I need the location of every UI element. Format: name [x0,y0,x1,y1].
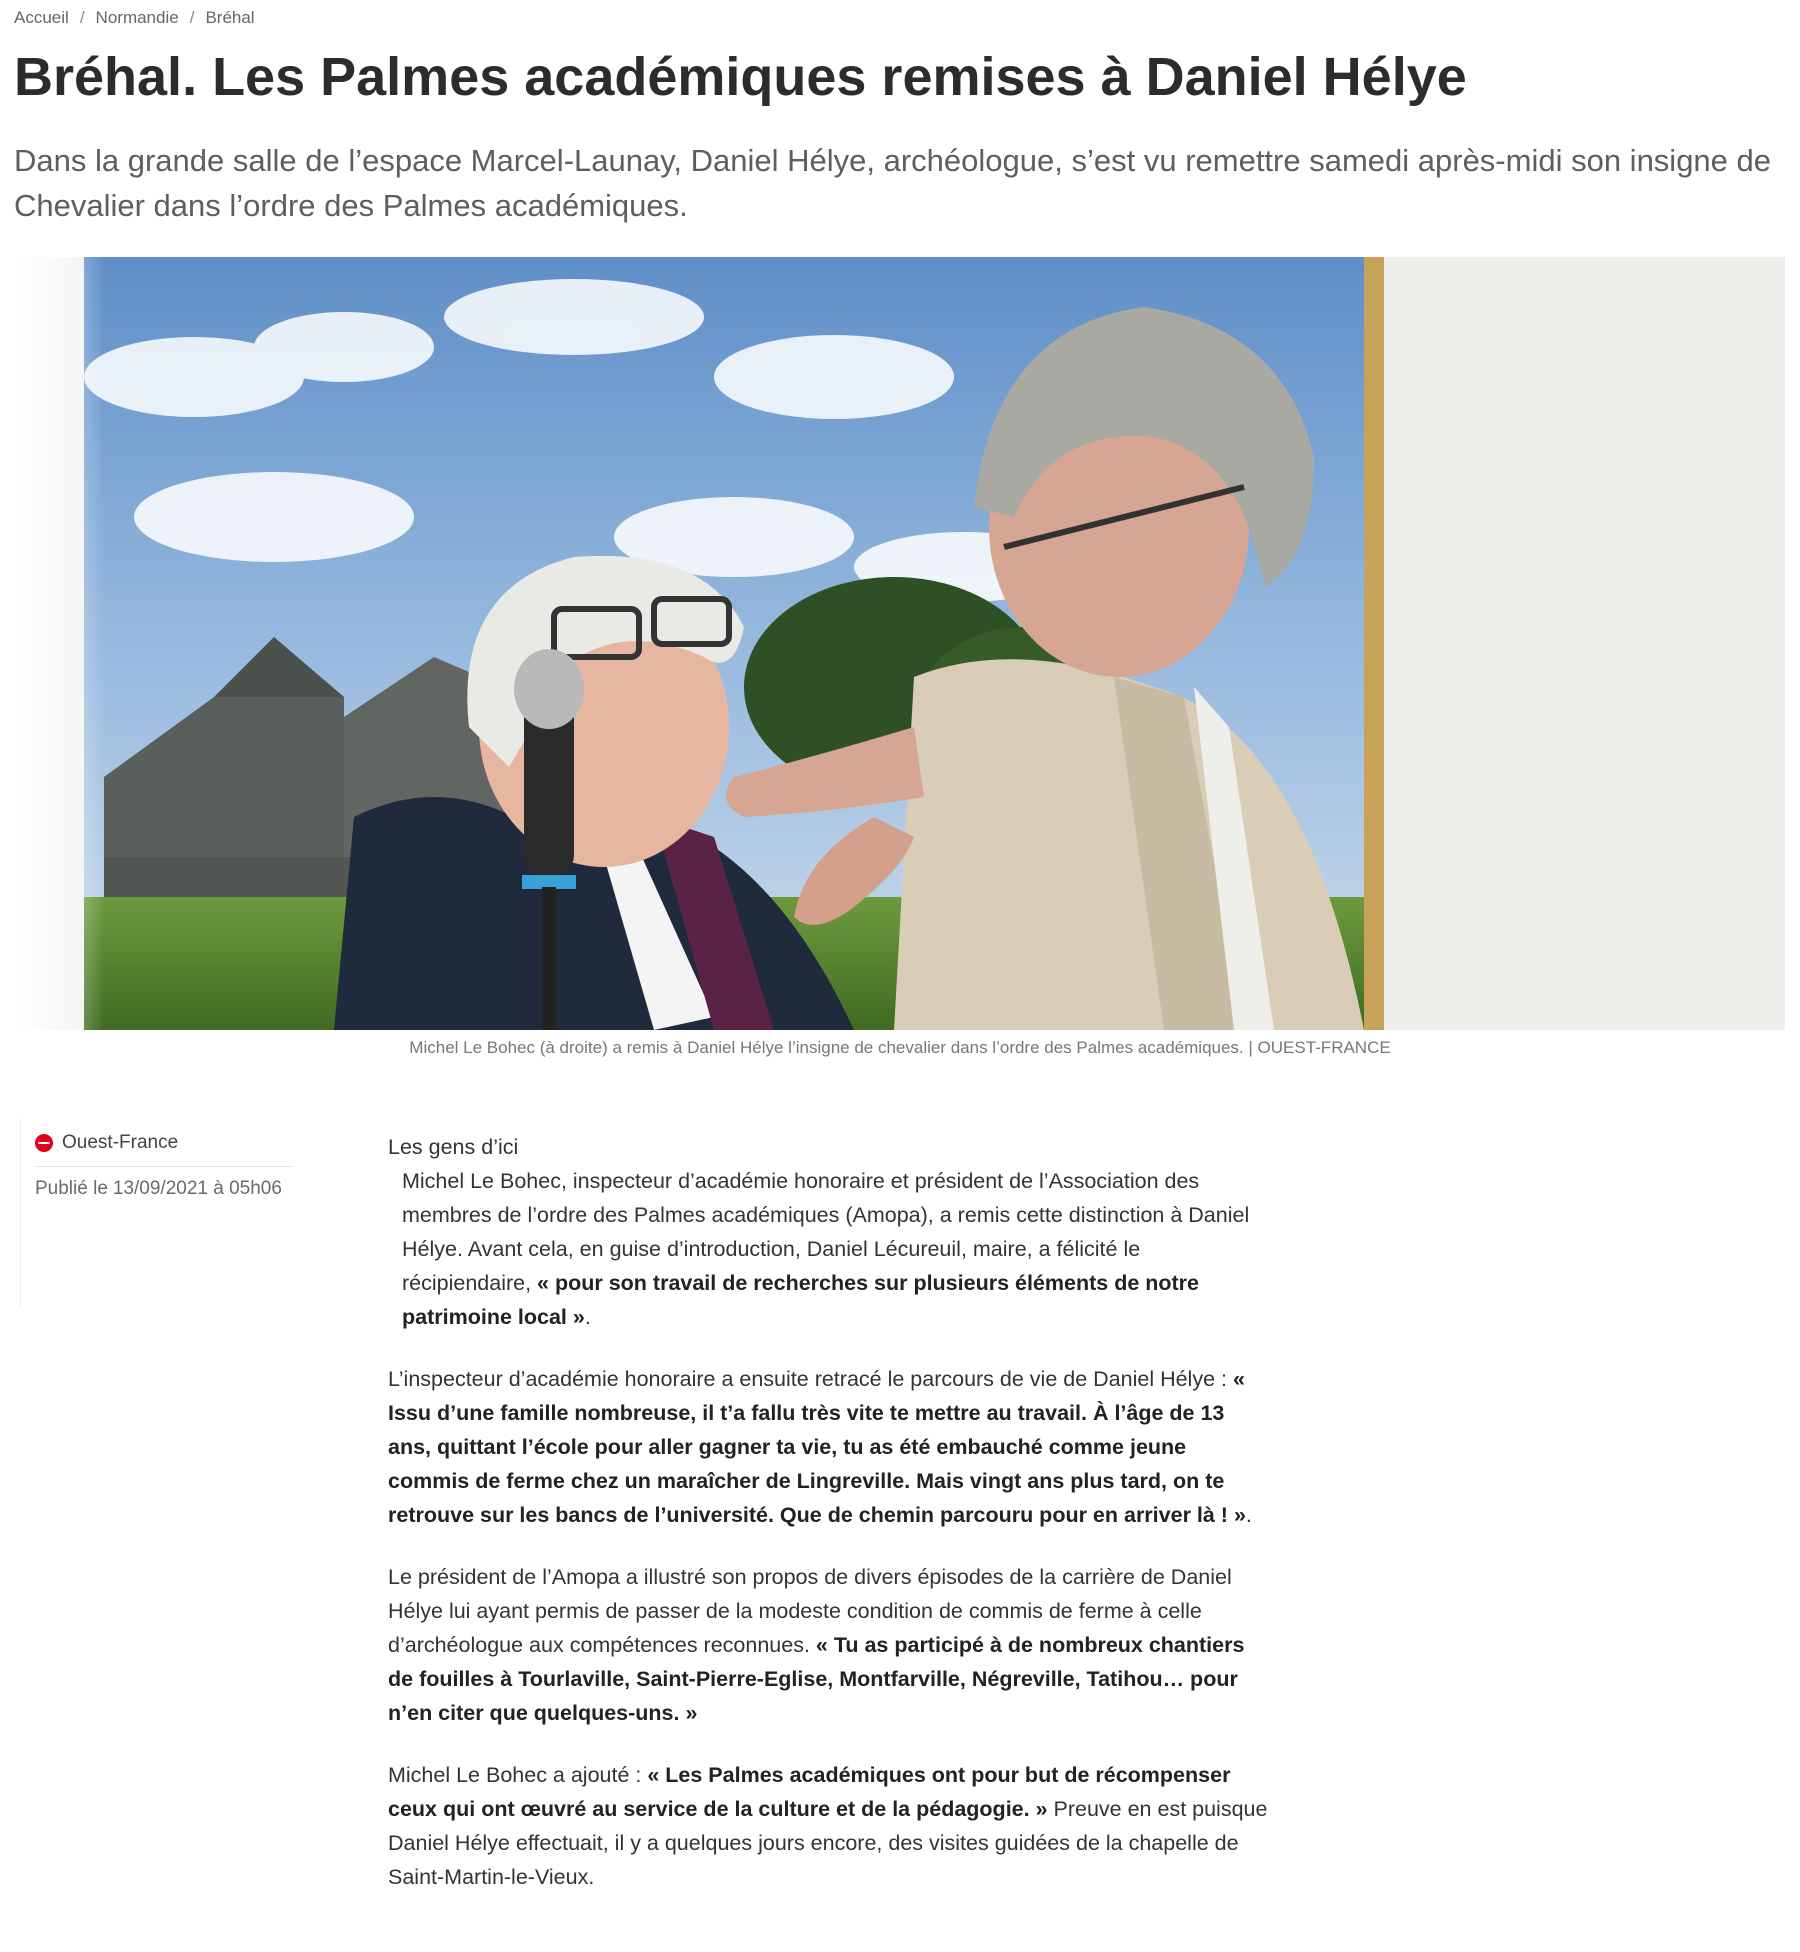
breadcrumb-item-city[interactable]: Bréhal [205,8,255,27]
article-photo[interactable] [14,257,1785,1030]
article-title: Bréhal. Les Palmes académiques remises à Daniel Hélye [14,47,1467,107]
ouest-france-logo-icon [35,1134,53,1152]
paragraph-quote: « Les Palmes académiques ont pour but de récompenser ceux qui ont œuvré au service de la culture et de la pédagogie. » [388,1763,1231,1821]
paragraph-text: L’inspecteur d’académie honoraire a ensuite retracé le parcours de vie de Daniel Hélye : [388,1367,1233,1391]
breadcrumb [14,8,255,28]
breadcrumb-item-home[interactable]: Accueil [14,8,69,27]
published-timestamp: 13/09/2021 à 05h06 [112,1178,282,1199]
breadcrumb-separator: / [79,8,85,27]
published-date [35,1178,282,1200]
meta-divider [35,1166,293,1167]
paragraph-quote: « Issu d’une famille nombreuse, il t’a fallu très vite te mettre au travail. À l’âge de 13 ans, quittant l’école pour aller gagner ta vie, tu as été embauché comme jeune commis de ferme chez un maraîcher de Lingreville. Mais vingt ans plus tard, on te retrouve sur les bancs de l’université. Que de chemin parcouru pour en arriver là ! » [388,1367,1246,1527]
article-source[interactable] [35,1132,178,1154]
article-kicker: Les gens d’ici [388,1135,519,1159]
article-paragraph [388,1560,1270,1730]
article-lead: Dans la grande salle de l’espace Marcel-Launay, Daniel Hélye, archéologue, s’est vu remettre samedi après-midi son insigne de Chevalier dans l’ordre des Palmes académiques. [14,143,1772,223]
article-paragraph [388,1164,1270,1334]
article-meta-sidebar [20,1118,293,1308]
article-paragraph [388,1362,1270,1532]
paragraph-text: Michel Le Bohec a ajouté : [388,1763,648,1787]
paragraph-text: Michel Le Bohec, inspecteur d’académie honoraire et président de l’Association des membres de l’ordre des Palmes académiques (Amopa), a remis cette distinction à Daniel Hélye. Avant cela, en guise d’introduction, Daniel Lécureuil, maire, a félicité le récipiendaire, [402,1169,1250,1295]
paragraph-text: . [584,1305,591,1329]
article-body [388,1130,1270,1922]
ceremony-photo-illustration [14,257,1785,1030]
paragraph-quote: « pour son travail de recherches sur plusieurs éléments de notre patrimoine local » [402,1271,1200,1329]
photo-caption: Michel Le Bohec (à droite) a remis à Daniel Hélye l’insigne de chevalier dans l’ordre des Palmes académiques. | OUEST-FRANCE [409,1038,1391,1057]
breadcrumb-item-region[interactable]: Normandie [95,8,179,27]
article-paragraph [388,1758,1270,1894]
source-name: Ouest-France [62,1132,179,1153]
paragraph-quote: « Tu as participé à de nombreux chantiers de fouilles à Tourlaville, Saint-Pierre-Eglise, Montfarville, Négreville, Tatihou… pour n’en citer que quelques-uns. » [388,1633,1245,1725]
paragraph-text: Preuve en est puisque Daniel Hélye effectuait, il y a quelques jours encore, des visites guidées de la chapelle de Saint-Martin-le-Vieux. [388,1797,1268,1889]
paragraph-text: . [1245,1503,1252,1527]
published-label: Publié le [35,1178,108,1199]
paragraph-text: Le président de l’Amopa a illustré son propos de divers épisodes de la carrière de Daniel Hélye lui ayant permis de passer de la modeste condition de commis de ferme à celle d’archéologue aux compétences reconnues. [388,1565,1232,1657]
breadcrumb-separator: / [189,8,195,27]
